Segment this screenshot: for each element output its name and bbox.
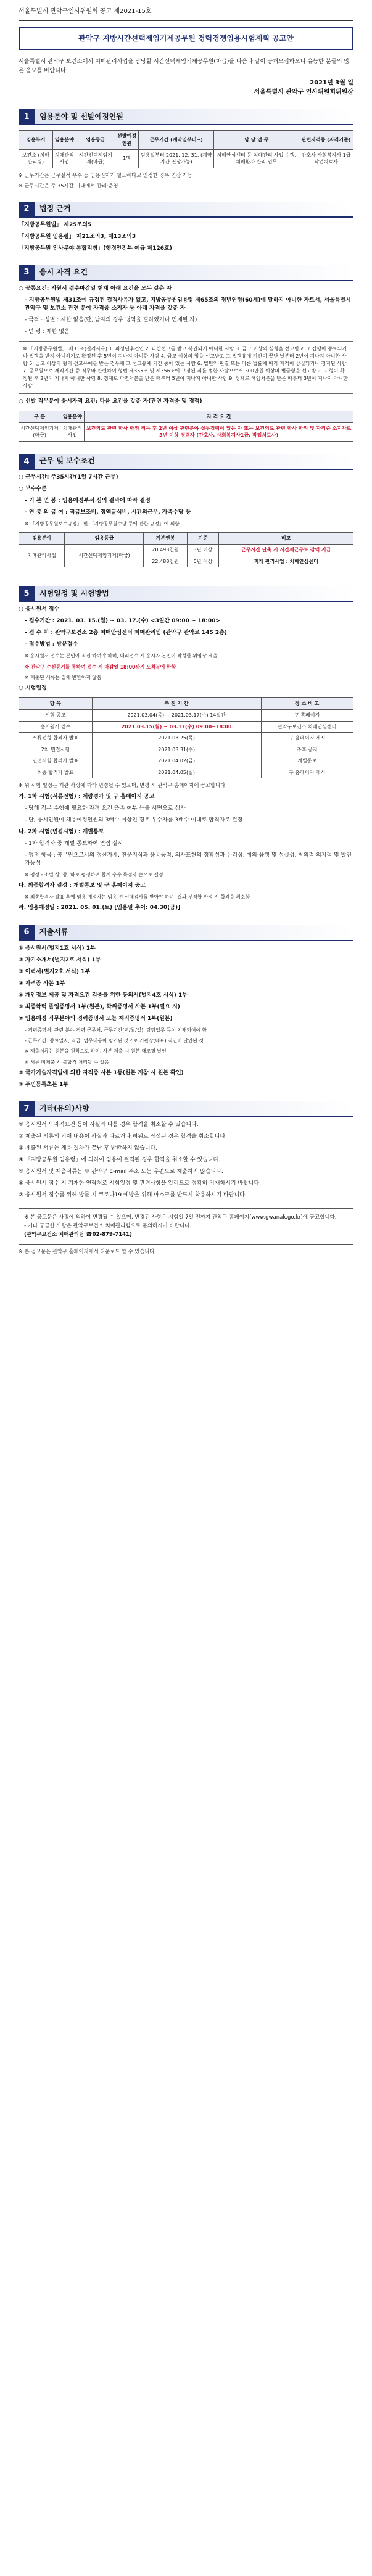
table-note: ※ 근무기간은 근무실적 우수 등 임용권자가 필요하다고 인정한 경우 연장 가능 — [19, 171, 192, 178]
schedule-note: ※ 위 시험 일정은 기관 사정에 따라 변경될 수 있으며, 변경 시 관악구 홈페이지에 공고합니다. — [19, 782, 227, 789]
th: 임용등급 — [65, 533, 144, 545]
section-4-number: 4 — [19, 454, 35, 470]
section-2 — [19, 202, 353, 253]
qualification-item: - 연 령 : 제한 없음 — [25, 329, 70, 335]
document-note: ※ 제출서류는 원본을 원칙으로 하며, 사본 제출 시 원본 대조필 날인 — [25, 1048, 167, 1055]
section-6-number: 6 — [19, 925, 35, 941]
section-6-title: 제출서류 — [35, 925, 353, 941]
table-row: 시험 공고 2021.03.04(목) ~ 2021.03.17(수) 14일간 구 홈페이지 — [19, 709, 353, 721]
section-5-number: 5 — [19, 586, 35, 602]
pay-note: ※ 「지방공무원보수규정」 및 「지방공무원수당 등에 관한 규정」에 의함 — [25, 521, 180, 527]
end-note: ※ 본 공고문은 관악구 홈페이지에서 다운로드 할 수 있습니다. — [19, 1248, 157, 1255]
application-note: ※ 제출된 서류는 일체 반환하지 않음 — [25, 674, 102, 680]
cell: 20,493천원 — [144, 545, 187, 556]
th-grade: 임용등급 — [76, 131, 115, 149]
footer-notice — [19, 1208, 353, 1245]
application-lead: ○ 응시원서 접수 — [19, 606, 60, 613]
th-field: 임용분야 — [60, 411, 85, 423]
document-item: ② 자기소개서(별지2호 서식) 1부 — [19, 957, 101, 963]
exam-step-3: 다. 최종합격자 결정 : 개별통보 및 구 홈페이지 공고 — [19, 883, 146, 889]
th-dept: 임용부서 — [19, 131, 53, 149]
document-note: - 근무기간: 종료일자, 직급, 업무내용이 명기된 것으로 기관장(대표) 직인이 날인된 것 — [25, 1038, 204, 1044]
section-1-title: 임용분야 및 선발예정인원 — [35, 109, 353, 125]
cell: 5년 이상 — [187, 556, 219, 567]
document-item: ⑥ 최종학력 졸업증명서 1부(원본), 학위증명서 사본 1부(필요 시) — [19, 1003, 180, 1010]
th: 임용분야 — [19, 533, 65, 545]
table-row: 최종 합격자 발표 2021.04.05(월) 구 홈페이지 게시 — [19, 767, 353, 778]
document-title: 관악구 지방시간선택제임기제공무원 경력경쟁임용시험계획 공고안 — [19, 27, 353, 50]
exam-step-detail: - 당해 직무 수행에 필요한 자격 요건 충족 여부 등을 서면으로 심사 — [25, 805, 186, 812]
th-field: 임용분야 — [52, 131, 76, 149]
pay-table — [19, 532, 353, 567]
application-place: - 접 수 처 : 관악구보건소 2층 치매안심센터 치매관리팀 (관악구 관악로 145 2층) — [25, 630, 227, 636]
document-item: ④ 자격증 사본 1부 — [19, 980, 65, 987]
th: 기준 — [187, 533, 219, 545]
section-4-title: 근무 및 보수조건 — [35, 454, 353, 470]
th: 장 소 비 고 — [261, 698, 353, 710]
application-note: ※ 관악구 수신등기를 통하여 접수 시 마감일 18:00까지 도착분에 한함 — [25, 664, 176, 670]
cell: 치매관리사업 — [60, 422, 85, 441]
section-3-number: 3 — [19, 265, 35, 281]
pay-item: - 기 본 연 봉 : 임용예정부서 심의 결과에 따라 결정 — [25, 498, 151, 504]
th: 추 진 기 간 — [92, 698, 261, 710]
th: 비고 — [219, 533, 353, 545]
notice-item: ③ 제출된 서류는 채용 절차가 끝난 후 반환하지 않습니다. — [19, 1145, 158, 1152]
section-5-title: 시험일정 및 시험방법 — [35, 586, 353, 602]
section-3 — [19, 265, 353, 442]
th-category: 구 분 — [19, 411, 60, 423]
exam-step-detail: - 단, 응시인원이 채용예정인원의 3배수 이상인 경우 우수자를 3배수 이내로 합격자로 결정 — [25, 817, 243, 823]
schedule-lead: ○ 시험일정 — [19, 685, 47, 692]
pay-lead: ○ 보수수준 — [19, 485, 47, 492]
th: 기본연봉 — [144, 533, 187, 545]
exam-step-detail: ※ 평정요소별 상, 중, 하로 평정하여 합계 우수 득점자 순으로 결정 — [25, 871, 163, 878]
cell: 임용일부터 2021. 12. 31. (계약기간 연장가능) — [138, 149, 213, 168]
table-row: 면접시험 합격자 발표 2021.04.02(금) 개별통보 — [19, 755, 353, 767]
table-row: 응시원서 접수 2021.03.15(월) ~ 03.17(수) 09:00~18:00 관악구보건소 치매안심센터 — [19, 721, 353, 733]
th: 항 목 — [19, 698, 93, 710]
document-item: ⑤ 개인정보 제공 및 자격요건 검증을 위한 동의서(별지4호 서식) 1부 — [19, 992, 188, 998]
qualification-lead: ○ 공통요건: 지원서 접수마감일 현재 아래 요건을 모두 갖춘 자 — [19, 285, 172, 292]
qualification-item: - 국적 · 성별 : 제한 없음(단, 남자의 경우 병역을 필하였거나 면제된 자) — [25, 317, 197, 324]
application-method: - 접수방법 : 방문접수 — [25, 641, 78, 648]
notice-item: ① 응시원서의 자격요건 등이 사실과 다를 경우 합격을 취소할 수 있습니다. — [19, 1122, 199, 1129]
exam-step-1: 가. 1차 시험(서류전형) : 계량평가 및 구 홈페이지 공고 — [19, 793, 155, 800]
notice-item: ⑤ 응시원서 및 제출서류는 ＊ 관악구 E-mail 주소 또는 우편으로 제출하지 않습니다. — [19, 1169, 223, 1175]
issuer: 서울특별시 관악구 인사위원회위원장 — [254, 88, 353, 96]
th-duty: 담 당 업 무 — [214, 131, 299, 149]
cell: 근무시간 단축 시 시간제근무로 감액 지급 — [219, 545, 353, 556]
schedule-table — [19, 697, 353, 778]
application-period: - 접수기간 : 2021. 03. 15.(월) ~ 03. 17.(수) <3일간 09:00 ~ 18:00> — [25, 618, 220, 625]
announcement-number: 서울특별시 관악구인사위원회 공고 제2021-15호 — [19, 0, 353, 21]
table-row — [19, 149, 353, 168]
cell: 1명 — [115, 149, 139, 168]
document-note: - 경력증명서: 관련 분야 경력 근무처, 근무기간(년/월/일), 담당업무 등이 기재되어야 함 — [25, 1027, 207, 1033]
work-hours: ○ 근무시간: 주35시간(1일 7시간 근무) — [19, 474, 118, 480]
footer-line: - 기타 궁금한 사항은 관악구보건소 치매관리팀으로 문의하시기 바랍니다. — [24, 1223, 192, 1230]
document-item: ⑧ 국가기술자격법에 의한 자격증 사본 1통(원본 지참 시 원본 확인) — [19, 1070, 184, 1077]
appointment-date: 라. 임용예정일 : 2021. 05. 01.(토) [임용일 추어: 04.30(금)] — [19, 905, 181, 911]
document-item: ⑦ 임용예정 직무분야의 경력증명서 또는 재직증명서 1부(원본) — [19, 1015, 173, 1022]
section-5 — [19, 586, 353, 912]
section-2-title: 법정 근거 — [35, 202, 353, 218]
law-item: 「지방공무원 임용령」 제21조의3, 제13조의3 — [19, 233, 136, 240]
th-count: 선발예정인원 — [115, 131, 139, 149]
section-7 — [19, 1101, 353, 1255]
cell: 시간선택제임기제(마급) — [76, 149, 115, 168]
section-7-number: 7 — [19, 1101, 35, 1117]
disqualification-box: ※ 「지방공무원법」 제31조(결격사유) 1. 피성년후견인 2. 파산선고를 받고 복권되지 아니한 사람 3. 금고 이상의 실형을 선고받고 그 집행이 종료되거나 집행을 받지 아니하기로 확정된 후 5년이 지나지 아니한 사람 4. 금고 이상의 형을 선고받고 그 집행유예 기간이 끝난 날부터 2년이 지나지 아니한 사람 5. 금고 이상의 형의 선고유예를 받은 경우에 그 선고유예 기간 중에 있는 사람 6. 법원의 판결 또는 다른 법률에 따라 자격이 상실되거나 정지된 사람 7. 공무원으로 재직기간 중 직무와 관련하여 형법 제355조 및 제356조에 규정된 죄를 범한 사람으로서 300만원 이상의 벌금형을 선고받고 그 형이 확정된 후 2년이 지나지 아니한 사람 8. 징계로 파면처분을 받은 때부터 5년이 지나지 아니한 사람 9. 징계로 해임처분을 받은 때부터 3년이 지나지 아니한 사람 — [19, 341, 353, 394]
application-note: ※ 응시원서 접수는 본인이 직접 하여야 하며, 대리접수 시 응시자 본인이 작성한 위임장 제출 — [25, 653, 218, 659]
document-item: ③ 이력서(별지2호 서식) 1부 — [19, 968, 91, 975]
exam-step-detail: - 평정 항목 : 공무원으로서의 정신자세, 전문지식과 응용능력, 의사표현의 정확성과 논리성, 예의·품행 및 성실성, 창의력·의지력 및 발전가능성 — [25, 852, 352, 866]
cell: 보건의료 관련 학사 학위 취득 후 2년 이상 관련분야 실무경력이 있는 자 또는 보건의료 관련 학사 학위 및 자격증 소지자로 3년 이상 경력자 (간호사, 사회복지사1급, 작업치료사) — [85, 422, 353, 441]
document-note: ※ 서류 미제출 시 불합격 처리될 수 있음 — [25, 1059, 109, 1065]
cell: 시간선택제임기제(마급) — [65, 545, 144, 567]
recruitment-table — [19, 130, 353, 168]
field-qualification-lead: ○ 선발 직무분야 응시자격 요건: 다음 요건을 갖춘 자(관련 자격증 및 경력) — [19, 398, 202, 405]
cell: 시간선택제임기제 (마급) — [19, 422, 60, 441]
notice-item: ⑥ 응시원서 접수 시 기재한 연락처로 시험일정 및 관련사항을 알리므로 정확히 기재하시기 바랍니다. — [19, 1180, 262, 1187]
law-item: 「지방공무원 인사분야 통합지침」(행정안전부 예규 제126호) — [19, 245, 172, 252]
document-item: ⑨ 주민등록초본 1부 — [19, 1082, 69, 1088]
cell: 간호사 사회복지사 1급 작업치료사 — [299, 149, 353, 168]
th-requirement: 자 격 요 건 — [85, 411, 353, 423]
cell: 치매관리사업 — [52, 149, 76, 168]
table-row: 서류전형 합격자 발표 2021.03.25(목) 구 홈페이지 게시 — [19, 733, 353, 744]
document-item: ① 응시원서(별지1호 서식) 1부 — [19, 945, 96, 952]
cell: 치매안심센터 등 치매관리 사업 수행, 치매환자 관리 업무 — [214, 149, 299, 168]
table-row — [19, 545, 353, 556]
notice-item: ② 제출된 서류의 기재 내용이 사실과 다르거나 허위로 작성된 경우 합격을 취소합니다. — [19, 1134, 227, 1140]
cell: 보건소 (치매관리팀) — [19, 149, 53, 168]
exam-step-detail: - 1차 합격자 중 개별 통보하여 면접 실시 — [25, 840, 123, 847]
section-4 — [19, 454, 353, 567]
cell: 지게 관리사업 : 치매안심센터 — [219, 556, 353, 567]
pay-item: - 연 봉 외 급 여 : 직급보조비, 정액급식비, 시간외근무, 가족수당 등 — [25, 509, 191, 516]
law-item: 「지방공무원법」 제25조의5 — [19, 221, 92, 228]
exam-step-detail: ※ 최종합격자 발표 후에 임용 예정자는 임용 전 신체검사를 받아야 하며, 결과 부적합 판정 시 합격을 취소함 — [25, 894, 250, 900]
notice-item: ④ 「지방공무원 임용령」에 의하여 임용이 결격된 경우 합격을 취소할 수 있습니다. — [19, 1157, 221, 1164]
cell: 3년 이상 — [187, 545, 219, 556]
notice-item: ⑦ 응시원서 접수를 위해 방문 시 코로나19 예방을 위해 마스크를 반드시 착용하시기 바랍니다. — [19, 1192, 247, 1199]
section-3-title: 응시 자격 요건 — [35, 265, 353, 281]
table-row: 2차 면접시험 2021.03.31(수) 추후 공지 — [19, 744, 353, 755]
footer-line: ※ 본 공고문은 사정에 의하여 변경될 수 있으며, 변경된 사항은 시험일 7일 전까지 관악구 홈페이지(www.gwanak.go.kr)에 공고합니다. — [24, 1214, 337, 1221]
th-license: 관련자격증 (자격기준) — [299, 131, 353, 149]
table-note: ※ 근무시간은 주 35시간 이내에서 관리·운영 — [19, 182, 118, 189]
cell: 22,488천원 — [144, 556, 187, 567]
cell: 치매관리사업 — [19, 545, 65, 567]
qualification-text: - 지방공무원법 제31조에 규정된 결격사유가 없고, 지방공무원임용령 제65조의 정년연령(60세)에 달하지 아니한 자로서, 서울특별시 관악구 및 보건소 관련 분야 자격증 소지자 등 아래 자격을 갖춘 자 — [25, 297, 351, 311]
section-2-number: 2 — [19, 202, 35, 218]
section-1 — [19, 109, 353, 189]
contact-line: (관악구보건소 치매관리팀 ☎02-879-7141) — [24, 1231, 132, 1238]
announcement-date: 2021년 3월 일 — [310, 80, 353, 87]
intro-paragraph: 서울특별시 관악구 보건소에서 치매관리사업을 담당할 시간선택제임기제공무원(마급)을 다음과 같이 공개모집하오니 유능한 분들의 많은 응모를 바랍니다. — [19, 57, 350, 74]
section-6 — [19, 925, 353, 1090]
section-7-title: 기타(유의)사항 — [35, 1101, 353, 1117]
section-1-number: 1 — [19, 109, 35, 125]
exam-step-2: 나. 2차 시험(면접시험) : 개별통보 — [19, 828, 104, 835]
table-row — [19, 422, 353, 441]
th-period: 근무기간 (계약일부터~) — [138, 131, 213, 149]
qualification-table — [19, 411, 353, 442]
